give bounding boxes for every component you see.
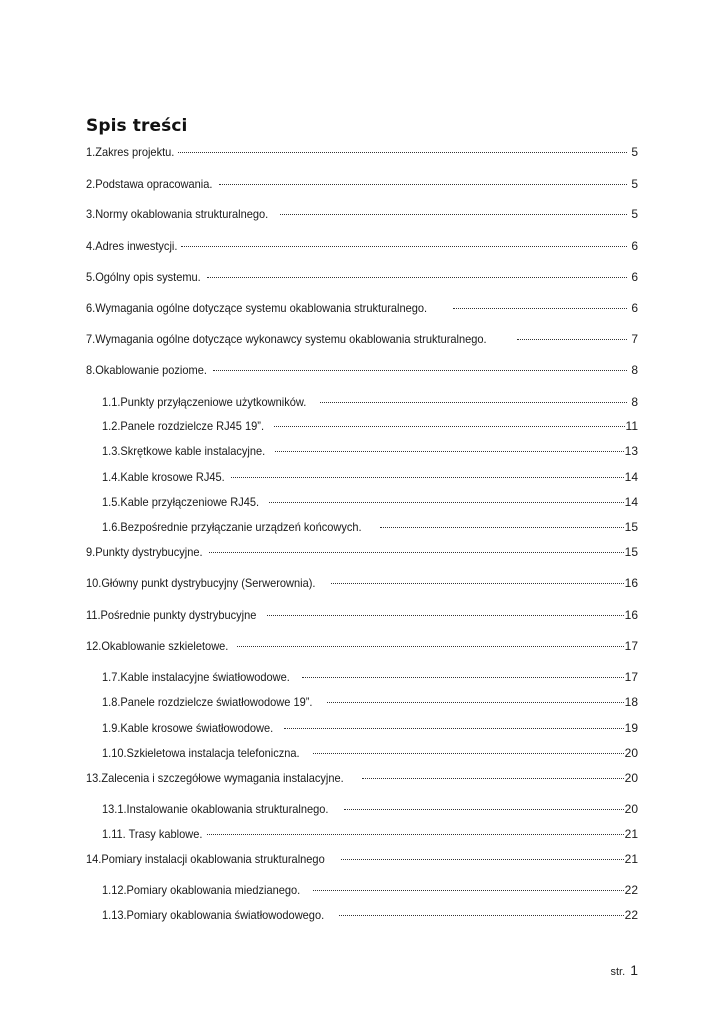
toc-entry-title: 1.8.Panele rozdzielcze światłowodowe 19”. [102, 695, 313, 709]
dot-leader [280, 202, 627, 218]
toc-entry[interactable] [86, 234, 638, 253]
dot-leader [231, 465, 623, 481]
toc-entry[interactable] [86, 296, 638, 315]
toc-entry-title: 2.Podstawa opracowania. [86, 177, 213, 191]
dot-leader [178, 140, 627, 156]
toc-entry-page: 14 [624, 470, 638, 484]
toc-entry[interactable] [86, 172, 638, 191]
dot-leader [269, 490, 624, 506]
toc-entry-page: 22 [624, 908, 638, 922]
toc-entry-page: 6 [631, 270, 638, 284]
toc-entry[interactable] [86, 766, 638, 785]
toc-entry-title: 3.Normy okablowania strukturalnego. [86, 207, 269, 221]
toc-entry-title: 1.2.Panele rozdzielcze RJ45 19”. [102, 419, 265, 433]
toc-title: Spis treści [86, 116, 188, 136]
toc-entry-title: 1.7.Kable instalacyjne światłowodowe. [102, 670, 290, 684]
page-label: str. [610, 966, 626, 978]
dot-leader [362, 766, 623, 782]
toc-entry-title: 10.Główny punkt dystrybucyjny (Serwerownia). [86, 576, 316, 590]
toc-entry[interactable] [86, 140, 638, 159]
dot-leader [344, 797, 623, 813]
toc-entry-title: 1.Zakres projektu. [86, 145, 175, 159]
toc-entry-title: 1.10.Szkieletowa instalacja telefoniczna. [102, 746, 300, 760]
toc-entry-page: 20 [624, 746, 638, 760]
toc-entry[interactable] [102, 515, 638, 534]
toc-entry-page: 19 [624, 721, 638, 735]
toc-entry[interactable] [102, 741, 638, 760]
toc-entry-page: 14 [624, 495, 638, 509]
toc-entry-title: 6.Wymagania ogólne dotyczące systemu okablowania strukturalnego. [86, 301, 428, 315]
toc-entry[interactable] [86, 847, 638, 866]
toc-entry-title: 1.12.Pomiary okablowania miedzianego. [102, 883, 301, 897]
toc-entry[interactable] [86, 603, 638, 622]
toc-entry-title: 1.3.Skrętkowe kable instalacyjne. [102, 444, 266, 458]
toc-entry-title: 1.9.Kable krosowe światłowodowe. [102, 721, 274, 735]
dot-leader [284, 716, 624, 732]
toc-entry-title: 14.Pomiary instalacji okablowania strukturalnego [86, 852, 325, 866]
toc-entry[interactable] [102, 797, 638, 816]
toc-entry[interactable] [86, 571, 638, 590]
dot-leader [213, 358, 627, 374]
toc-entry[interactable] [102, 878, 638, 897]
toc-entry-page: 20 [624, 771, 638, 785]
toc-entry-page: 22 [624, 883, 638, 897]
dot-leader [207, 822, 623, 838]
toc-entry-page: 5 [631, 145, 638, 159]
dot-leader [339, 903, 623, 919]
toc-entry[interactable] [102, 822, 638, 841]
toc-entry[interactable] [102, 490, 638, 509]
toc-entry-title: 1.6.Bezpośrednie przyłączanie urządzeń końcowych. [102, 520, 362, 534]
toc-entry-title: 9.Punkty dystrybucyjne. [86, 545, 203, 559]
toc-entry[interactable] [86, 540, 638, 559]
toc-entry[interactable] [102, 665, 638, 684]
page-footer [610, 962, 638, 978]
dot-leader [313, 741, 624, 757]
dot-leader [219, 172, 627, 188]
dot-leader [380, 515, 623, 531]
toc-entry-page: 5 [631, 207, 638, 221]
toc-entry-title: 13.1.Instalowanie okablowania strukturalnego. [102, 802, 329, 816]
toc-entry-page: 15 [624, 545, 638, 559]
toc-entry[interactable] [102, 690, 638, 709]
dot-leader [313, 878, 623, 894]
toc-entry-title: 1.4.Kable krosowe RJ45. [102, 470, 225, 484]
toc-entry-title: 13.Zalecenia i szczegółowe wymagania instalacyjne. [86, 771, 344, 785]
toc-entry[interactable] [102, 903, 638, 922]
toc-entry-page: 21 [624, 852, 638, 866]
toc-entry[interactable] [102, 390, 638, 409]
dot-leader [320, 390, 627, 406]
toc-entry[interactable] [86, 327, 638, 346]
page-number: 1 [630, 962, 638, 978]
toc-entry-title: 11.Pośrednie punkty dystrybucyjne [86, 608, 257, 622]
dot-leader [267, 603, 623, 619]
dot-leader [327, 690, 624, 706]
toc-entry-page: 8 [631, 363, 638, 377]
toc-entry-page: 20 [624, 802, 638, 816]
toc-entry-title: 5.Ogólny opis systemu. [86, 270, 201, 284]
dot-leader [237, 634, 624, 650]
toc-entry-title: 7.Wymagania ogólne dotyczące wykonawcy systemu okablowania strukturalnego. [86, 332, 487, 346]
toc-entry-page: 7 [631, 332, 638, 346]
toc-entry-page: 17 [624, 670, 638, 684]
dot-leader [181, 234, 627, 250]
dot-leader [275, 439, 623, 455]
toc-entry[interactable] [86, 358, 638, 377]
toc-entry[interactable] [102, 414, 638, 433]
toc-entry-page: 6 [631, 239, 638, 253]
toc-entry[interactable] [102, 716, 638, 735]
toc-entry-page: 15 [624, 520, 638, 534]
toc-entry-page: 16 [624, 576, 638, 590]
toc-entry[interactable] [86, 265, 638, 284]
toc-entry-page: 11 [625, 419, 638, 433]
dot-leader [331, 571, 623, 587]
dot-leader [207, 265, 627, 281]
dot-leader [341, 847, 623, 863]
toc-entry-page: 21 [624, 827, 638, 841]
dot-leader [209, 540, 624, 556]
dot-leader [517, 327, 627, 343]
toc-entry-page: 8 [631, 395, 638, 409]
toc-entry[interactable] [86, 634, 638, 653]
toc-entry-page: 6 [631, 301, 638, 315]
toc-entry-title: 8.Okablowanie poziome. [86, 363, 207, 377]
toc-entry-page: 17 [624, 639, 638, 653]
toc-entry-title: 1.5.Kable przyłączeniowe RJ45. [102, 495, 260, 509]
toc-entry[interactable] [102, 439, 638, 458]
toc-entry-title: 12.Okablowanie szkieletowe. [86, 639, 229, 653]
dot-leader [302, 665, 624, 681]
toc-entry-title: 1.13.Pomiary okablowania światłowodowego. [102, 908, 325, 922]
toc-entry-page: 5 [631, 177, 638, 191]
dot-leader [453, 296, 627, 312]
toc-entry[interactable] [86, 202, 638, 221]
toc-entry-title: 4.Adres inwestycji. [86, 239, 178, 253]
toc-entry-title: 1.1.Punkty przyłączeniowe użytkowników. [102, 395, 307, 409]
toc-entry[interactable] [102, 465, 638, 484]
toc-entry-page: 16 [624, 608, 638, 622]
dot-leader [274, 414, 624, 430]
toc-entry-title: 1.11. Trasy kablowe. [102, 827, 203, 841]
toc-entry-page: 18 [624, 695, 638, 709]
toc-entry-page: 13 [624, 444, 638, 458]
